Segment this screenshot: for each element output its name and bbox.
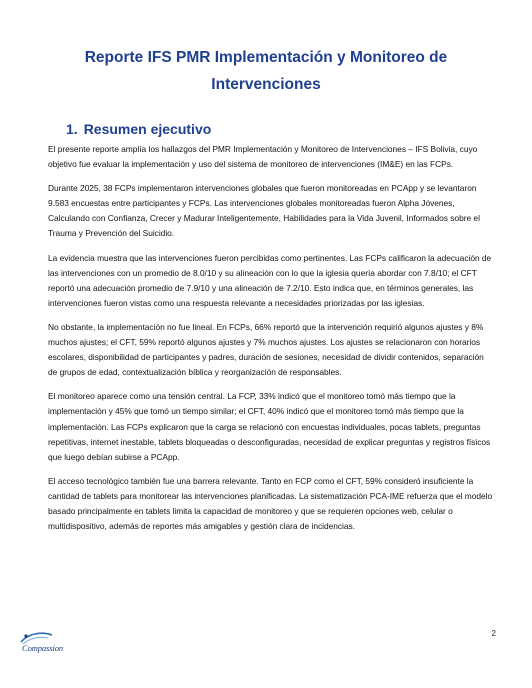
page-number: 2 <box>491 629 496 638</box>
paragraph-pertinence: La evidencia muestra que las intervenciones fueron percibidas como pertinentes. Las FCPs calificaron la adecuación de las intervenciones con un promedio de 8.0/10 y su alineación con lo que la iglesia quería abordar con 7.8/10; el CFT reportó una adecuación promedio de 7.9/10 y una alineación de 7.2/10. Esto indica que, en términos generales, las intervenciones fueron vistas como una respuesta relevante a necesidades priorizadas por las iglesias. <box>48 252 492 308</box>
section-body <box>48 142 495 543</box>
paragraph-monitoring-tension: El monitoreo aparece como una tensión central. La FCP, 33% indicó que el monitoreo tomó más tiempo que la implementación y 45% que tomó un tiempo similar; el CFT, 40% indicó que el monitoreo tomó más tiempo que la implementación. Las FCPs explicaron que la carga se relacionó con encuestas individuales, pocas tablets, preguntas repetitivas, internet inestable, tablets bloqueadas o desconfiguradas, necesidad de explicar preguntas y registros físicos que luego debían subirse a PCApp. <box>48 391 491 462</box>
paragraph-adjustments: No obstante, la implementación no fue lineal. En FCPs, 66% reportó que la intervención requirió algunos ajustes y 8% muchos ajustes; el CFT, 59% reportó algunos ajustes y 7% muchos ajustes. Los ajustes se relacionaron con horarios escolares, disponibilidad de participantes y padres, duración de sesiones, necesidad de dividir contenidos, separación de grupos de edad, contextualización bíblica y reorganización de responsables. <box>48 321 484 378</box>
logo-wordmark: Compassion <box>22 643 64 653</box>
section-title: Resumen ejecutivo <box>83 121 212 137</box>
compassion-logo <box>18 630 78 660</box>
paragraph-intro: El presente reporte amplía los hallazgos del PMR Implementación y Monitoreo de Intervenciones – IFS Bolivia, cuyo objetivo fue evaluar la implementación y uso del sistema de monitoreo de intervenciones (IM&E) en las FCPs. <box>48 144 478 170</box>
paragraph-tech-access: El acceso tecnológico también fue una barrera relevante. Tanto en FCP como el CFT, 59% consideró insuficiente la cantidad de tablets para monitorear las intervenciones planificadas. La sistematización PCA-IME refuerza que el modelo basado principalmente en tablets limita la capacidad de monitoreo y que se requieren opciones web, celular o multidispositivo, además de reportes más amigables y gestión clara de incidencias. <box>48 475 493 532</box>
document-title: Reporte IFS PMR Implementación y Monitoreo de Intervenciones <box>84 49 448 93</box>
section-number: 1. <box>66 121 78 137</box>
section-heading <box>66 120 211 138</box>
paragraph-implementation-2025: Durante 2025, 38 FCPs implementaron intervenciones globales que fueron monitoreadas en PCApp y se levantaron 9.583 encuestas entre participantes y FCPs. Las intervenciones globales monitoreadas fueron Alpha Jóvenes, Calculando con Confianza, Crecer y Madurar Inteligentemente, Habilidades para la Vida Juvenil, Informados sobre el Trauma y Prevención del Suicidio. <box>48 183 480 239</box>
